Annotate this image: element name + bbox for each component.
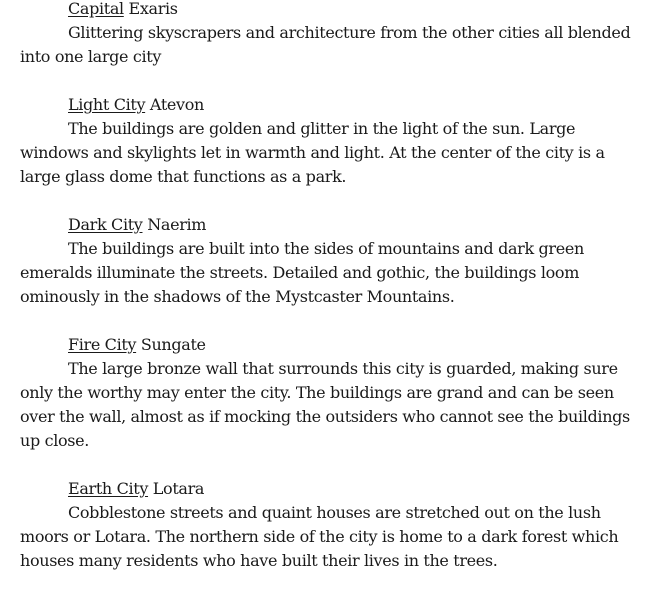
city-entry-dark (20, 213, 648, 309)
city-type-label: Dark City (68, 215, 143, 234)
city-heading (20, 333, 648, 357)
city-type-label: Light City (68, 95, 146, 114)
city-description: The large bronze wall that surrounds this city is guarded, making sure only the worthy may enter the city. The buildings are grand and can be seen over the wall, almost as if mocking the outsiders who cannot see the buildings up close. (20, 359, 630, 450)
city-entry-capital (20, 0, 648, 69)
city-heading (20, 0, 648, 21)
city-heading (20, 477, 648, 501)
city-heading (20, 213, 648, 237)
city-description: Cobblestone streets and quaint houses are stretched out on the lush moors or Lotara. The northern side of the city is home to a dark forest which houses many residents who have built their lives in the trees. (20, 503, 619, 570)
city-type-label: Earth City (68, 479, 149, 498)
city-description: Glittering skyscrapers and architecture from the other cities all blended into one large city (20, 23, 631, 66)
city-entry-fire (20, 333, 648, 453)
city-heading (20, 93, 648, 117)
document-body (20, 0, 648, 597)
city-name: Exaris (128, 0, 178, 18)
city-type-label: Capital (68, 0, 124, 18)
city-name: Sungate (140, 335, 206, 354)
city-name: Naerim (147, 215, 207, 234)
city-description: The buildings are golden and glitter in the light of the sun. Large windows and skylights let in warmth and light. At the center of the city is a large glass dome that functions as a park. (20, 119, 605, 186)
city-entry-light (20, 93, 648, 189)
city-description: The buildings are built into the sides of mountains and dark green emeralds illuminate the streets. Detailed and gothic, the buildings loom ominously in the shadows of the Mystcaster Mountains. (20, 239, 584, 306)
city-name: Lotara (152, 479, 205, 498)
city-name: Atevon (149, 95, 204, 114)
city-type-label: Fire City (68, 335, 137, 354)
city-entry-earth (20, 477, 648, 573)
